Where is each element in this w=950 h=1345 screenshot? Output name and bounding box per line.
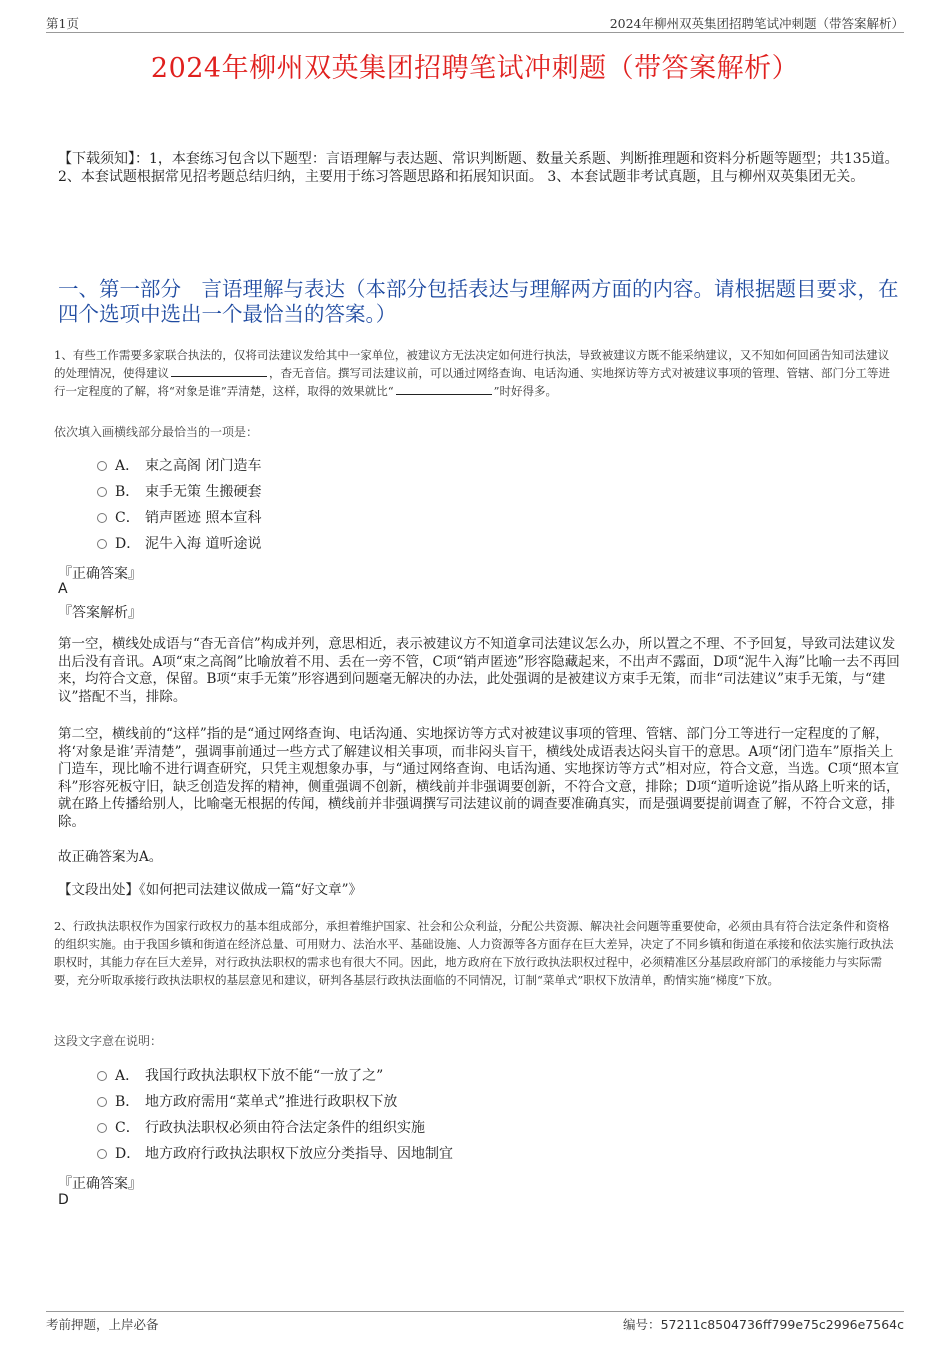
- footer-slogan: 考前押题，上岸必备: [46, 1317, 159, 1332]
- radio-icon[interactable]: [97, 461, 107, 471]
- q1-stem-part-2: ，杳无音信。撰写司法建议前，可以通过网络查询、电话沟通、实地探访等方式对被建议事项的管理、管辖、部门分工等进行一定程度的了解，将“对象是谁”弄清楚，这样，取得的效果就比“: [54, 366, 890, 398]
- q1-conclusion: 故正确答案为A。: [58, 849, 163, 865]
- radio-icon[interactable]: [97, 1123, 107, 1133]
- q2-answer-label: 『正确答案』: [58, 1176, 142, 1192]
- radio-icon[interactable]: [97, 1097, 107, 1107]
- document-title: 2024年柳州双英集团招聘笔试冲刺题（带答案解析）: [150, 53, 800, 84]
- section-heading: 一、第一部分 言语理解与表达（本部分包括表达与理解两方面的内容。请根据题目要求，在四个选项中选出一个最恰当的答案。）: [58, 277, 899, 326]
- q1-answer: A: [58, 581, 68, 597]
- q1-analysis-paragraph-1: 第一空，横线处成语与“杳无音信”构成并列，意思相近，表示被建议方不知道拿司法建议怎么办，所以置之不理、不予回复，导致司法建议发出后没有音讯。A项“束之高阁”比喻放着不用、丢在一旁不管，C项“销声匿迹”形容隐藏起来，不出声不露面，D项“泥牛入海”比喻一去不再回来，均符合文意，保留。B项“束手无策”形容遇到问题毫无解决的办法，此处强调的是被建议方束手无策，而非“司法建议”束手无策，与“建议”搭配不当，排除。: [58, 636, 900, 705]
- q2-option-a[interactable]: A． 我国行政执法职权下放不能“一放了之”: [97, 1066, 383, 1086]
- q2-option-c[interactable]: C． 行政执法职权必须由符合法定条件的组织实施: [97, 1118, 425, 1138]
- q1-option-d[interactable]: D． 泥牛入海 道听途说: [97, 534, 261, 554]
- q1-analysis-paragraph-2: 第二空，横线前的“这样”指的是“通过网络查询、电话沟通、实地探访等方式对被建议事项的管理、管辖、部门分工等进行一定程度的了解，将‘对象是谁’弄清楚”，强调事前通过一些方式了解建议相关事项，而非闷头盲干，横线处成语表达闷头盲干的意思。A项“闭门造车”原指关上门造车，现比喻不进行调查研究，只凭主观想象办事，与“通过网络查询、电话沟通、实地探访等方式”相对应，符合文意，当选。C项“照本宣科”形容死板守旧，缺乏创造发挥的精神，侧重强调不创新，横线前并非强调要创新，不符合文意，排除；D项“道听途说”指从路上听来的话，就在路上传播给别人，比喻毫无根据的传闻，横线前并非强调撰写司法建议前的调查要准确真实，而是强调要提前调查了解，不符合文意，排除。: [58, 726, 900, 830]
- radio-icon[interactable]: [97, 487, 107, 497]
- q1-blank-2: [396, 383, 492, 395]
- q1-option-a[interactable]: A． 束之高阁 闭门造车: [97, 456, 261, 476]
- q1-answer-label: 『正确答案』: [58, 566, 142, 582]
- q1-source: 【文段出处】《如何把司法建议做成一篇“好文章”》: [58, 882, 363, 898]
- question-2-stem: 2、行政执法职权作为国家行政权力的基本组成部分，承担着维护国家、社会和公众利益，分配公共资源、解决社会问题等重要使命，必须由具有符合法定条件和资格的组织实施。由于我国乡镇和街道在经济总量、可用财力、法治水平、基础设施、人力资源等各方面存在巨大差异，决定了不同乡镇和街道在承接和依法实施行政执法职权时，其能力存在巨大差异，对行政执法职权的需求也有很大不同。因此，地方政府在下放行政执法职权过程中，必须精准区分基层政府部门的承接能力与实际需要，充分听取承接行政执法职权的基层意见和建议，研判各基层行政执法面临的不同情况，订制“菜单式”职权下放清单，酌情实施“梯度”下放。: [54, 919, 894, 987]
- q2-option-b[interactable]: B． 地方政府需用“菜单式”推进行政职权下放: [97, 1092, 397, 1112]
- radio-icon[interactable]: [97, 1149, 107, 1159]
- radio-icon[interactable]: [97, 539, 107, 549]
- q1-analysis-label: 『答案解析』: [58, 605, 142, 621]
- question-2-prompt: 这段文字意在说明：: [54, 1034, 163, 1048]
- page-header: [46, 14, 904, 33]
- q1-stem-part-3: ”时好得多。: [493, 384, 558, 398]
- q1-option-c[interactable]: C． 销声匿迹 照本宣科: [97, 508, 261, 528]
- q2-answer: D: [58, 1192, 69, 1208]
- header-doc-title: 2024年柳州双英集团招聘笔试冲刺题（带答案解析）: [609, 16, 904, 31]
- q1-stem-part-1: 1、有些工作需要多家联合执法的，仅将司法建议发给其中一家单位，被建议方无法决定如何进行执法，导致被建议方既不能采纳建议，又不知如何回函告知司法建议的处理情况，使得建议: [54, 348, 890, 380]
- question-1-prompt: 依次填入画横线部分最恰当的一项是：: [54, 425, 259, 439]
- q1-option-b[interactable]: B． 束手无策 生搬硬套: [97, 482, 261, 502]
- question-1-stem: [54, 346, 899, 400]
- download-notice: 【下载须知】：1，本套练习包含以下题型：言语理解与表达题、常识判断题、数量关系题、判断推理题和资料分析题等题型；共135道。 2、本套试题根据常见招考题总结归纳，主要用于练习答题思路和拓展知识面。 3、本套试题非考试真题，且与柳州双英集团无关。: [58, 151, 899, 185]
- radio-icon[interactable]: [97, 513, 107, 523]
- page-number: 第1页: [46, 16, 79, 31]
- q2-option-d[interactable]: D． 地方政府行政执法职权下放应分类指导、因地制宜: [97, 1144, 453, 1164]
- page-footer: [46, 1311, 904, 1332]
- q1-blank-1: [171, 365, 267, 377]
- footer-code: 编号：57211c8504736ff799e75c2996e7564c: [623, 1317, 904, 1332]
- radio-icon[interactable]: [97, 1071, 107, 1081]
